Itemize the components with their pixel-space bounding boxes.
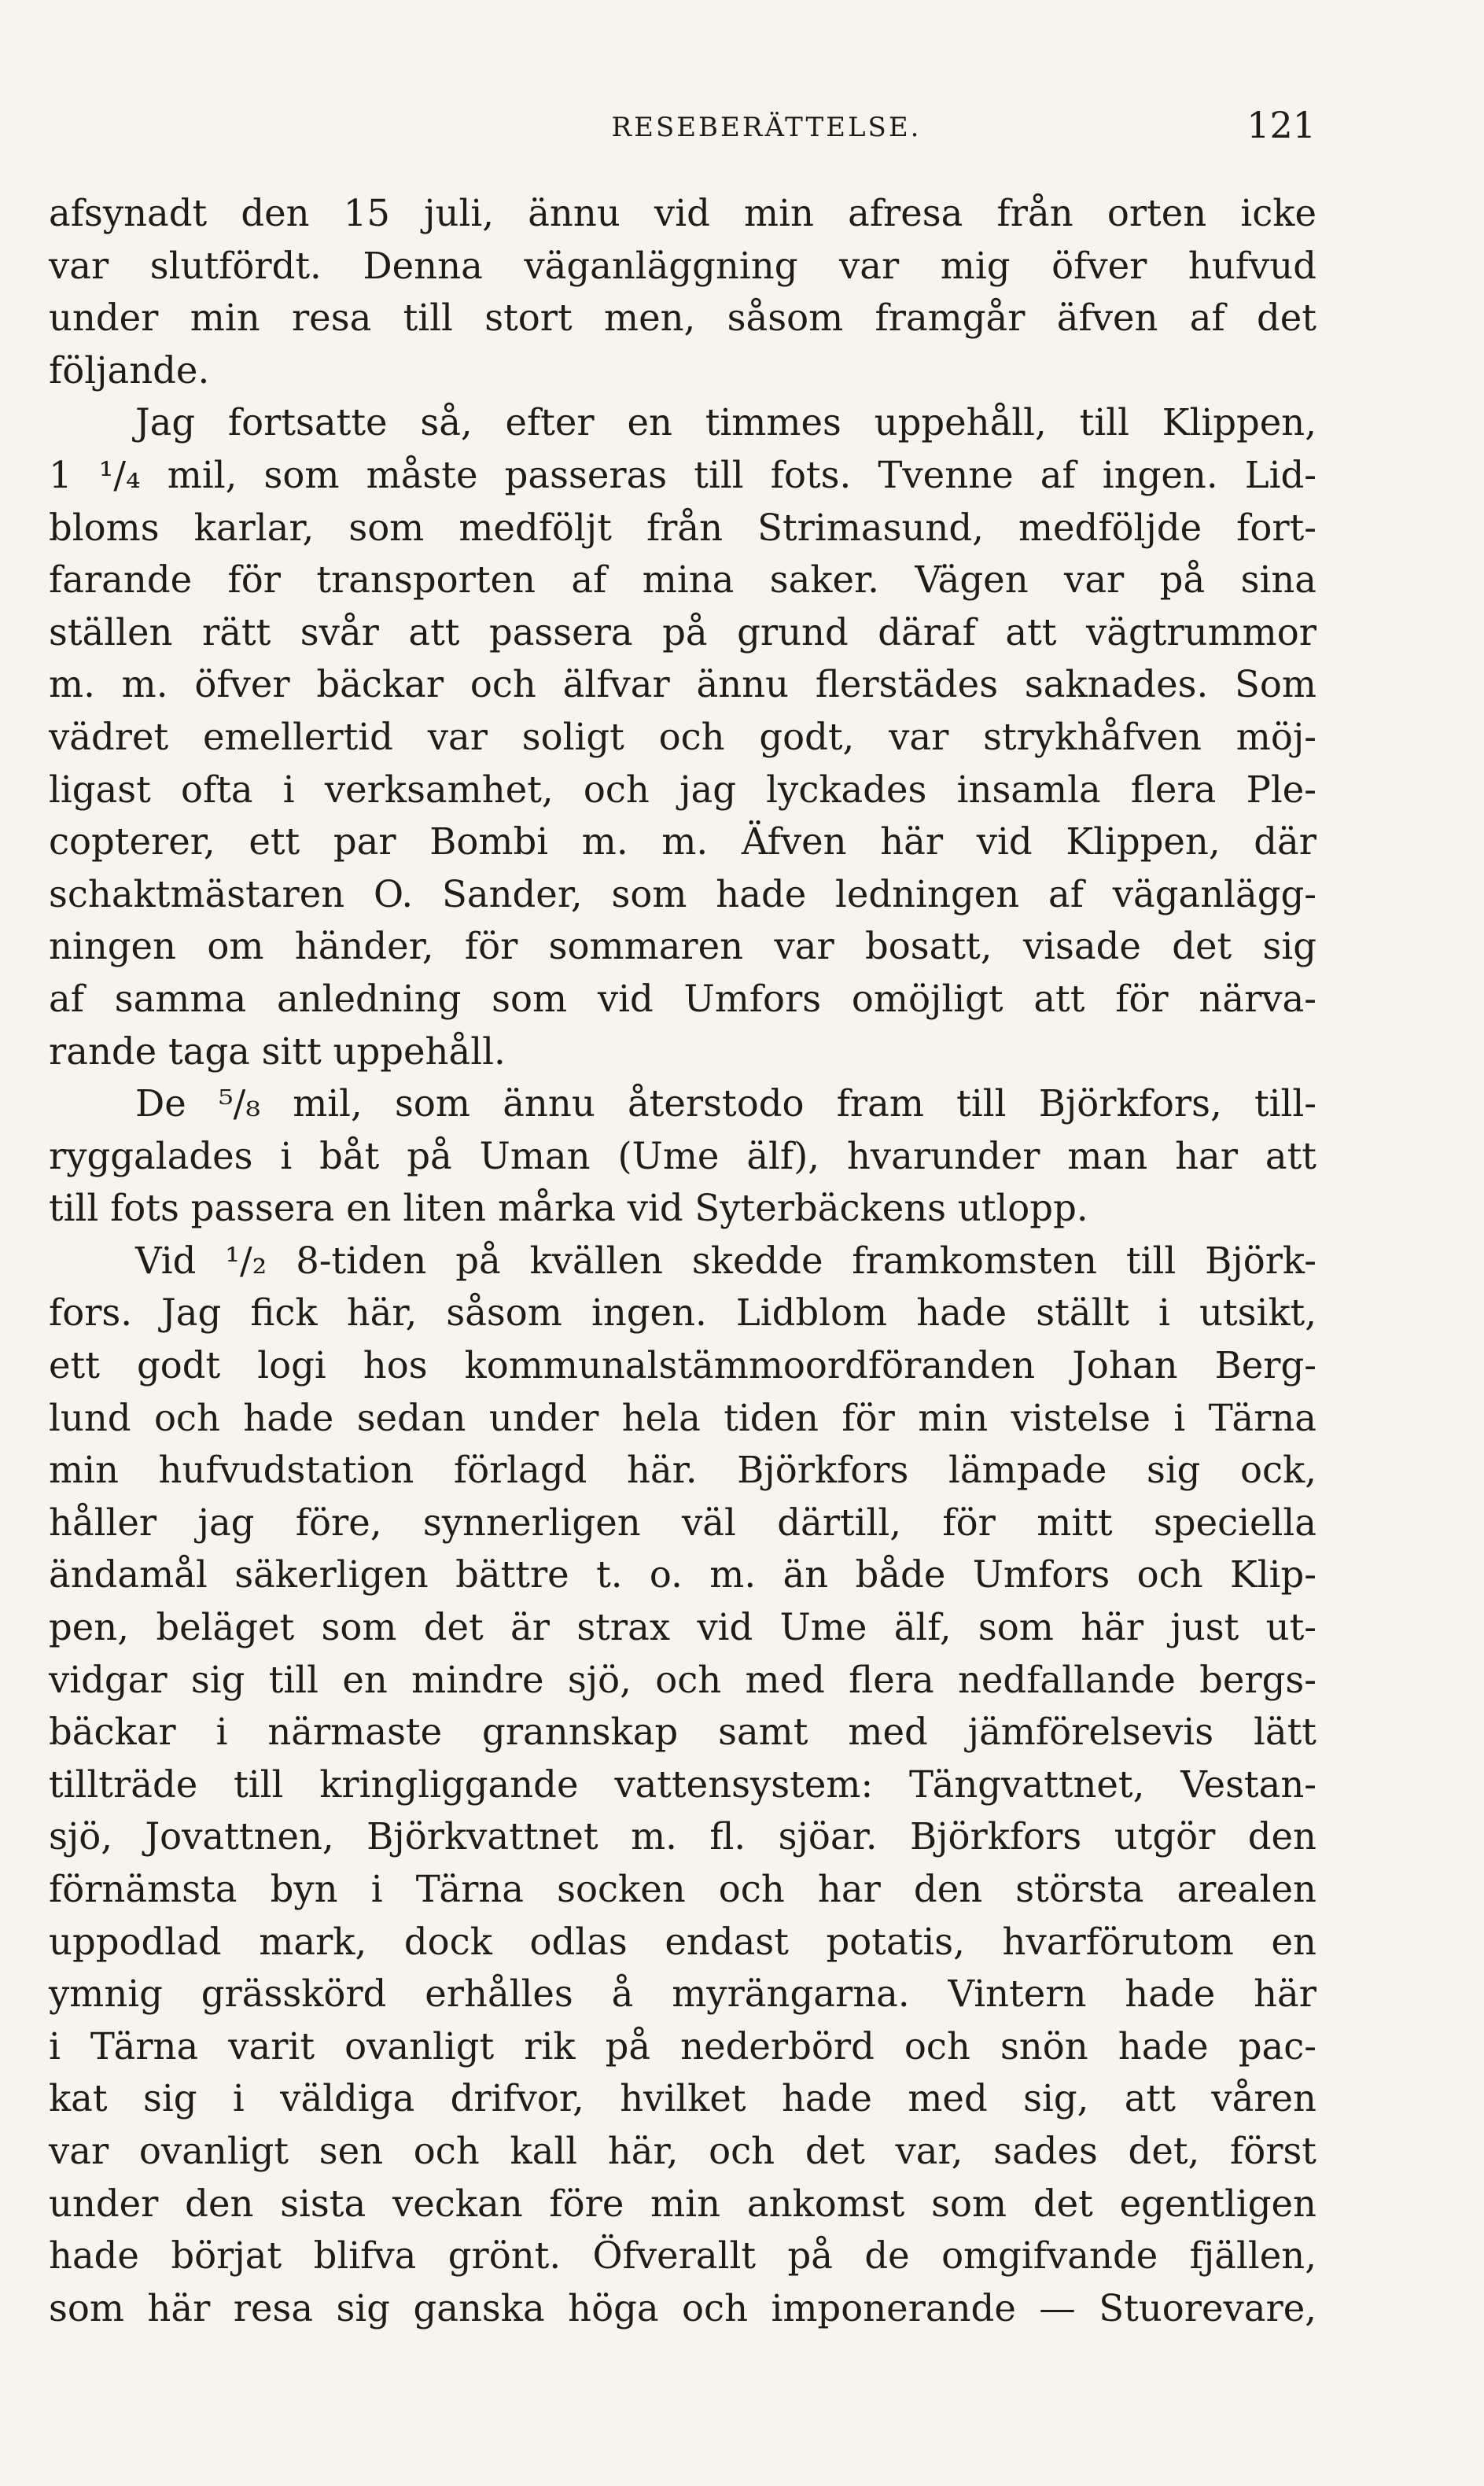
- text-line: som här resa sig ganska höga och imponerande — Stuorevare,: [49, 2286, 1316, 2329]
- text-line: min hufvudstation förlagd här. Björkfors lämpade sig ock,: [49, 1449, 1316, 1492]
- text-line: under den sista veckan före min ankomst som det egentligen: [49, 2182, 1316, 2225]
- text-line: hade börjat blifva grönt. Öfverallt på de omgifvande fjällen,: [49, 2234, 1316, 2278]
- text-line: farande för transporten af mina saker. Vägen var på sina: [49, 558, 1316, 602]
- text-line: i Tärna varit ovanligt rik på nederbörd och snön hade pac-: [49, 2024, 1316, 2068]
- text-line: ryggalades i båt på Uman (Ume älf), hvarunder man har att: [49, 1134, 1316, 1177]
- text-line: lund och hade sedan under hela tiden för min vistelse i Tärna: [49, 1396, 1316, 1439]
- text-line: afsynadt den 15 juli, ännu vid min afresa från orten icke: [49, 192, 1316, 234]
- text-line: m. m. öfver bäckar och älfvar ännu flerstädes saknades. Som: [49, 663, 1316, 706]
- text-line: ligast ofta i verksamhet, och jag lyckades insamla flera Ple-: [49, 768, 1316, 811]
- text-line: ställen rätt svår att passera på grund däraf att vägtrummor: [49, 610, 1316, 654]
- text-line: under min resa till stort men, såsom framgår äfven af det: [49, 296, 1316, 340]
- text-line: ymnig grässkörd erhålles å myrängarna. Vintern hade här: [49, 1972, 1316, 2016]
- page-header: [49, 104, 1484, 151]
- running-title: RESEBERÄTTELSE.: [611, 112, 922, 143]
- text-line: ningen om händer, för sommaren var bosatt, visade det sig: [49, 925, 1316, 968]
- text-line: pen, beläget som det är strax vid Ume älf, som här just ut-: [49, 1606, 1316, 1649]
- text-line: rande taga sitt uppehåll.: [49, 1029, 506, 1073]
- text-line: bäckar i närmaste grannskap samt med jämförelsevis lätt: [49, 1711, 1316, 1754]
- text-line: kat sig i väldiga drifvor, hvilket hade med sig, att våren: [49, 2077, 1316, 2120]
- text-line: följande.: [49, 348, 210, 392]
- text-line: De ⁵/₈ mil, som ännu återstodo fram till Björkfors, till-: [135, 1082, 1316, 1125]
- text-line: förnämsta byn i Tärna socken och har den största arealen: [49, 1868, 1316, 1910]
- text-line: var ovanligt sen och kall här, och det var, sades det, först: [49, 2129, 1316, 2172]
- text-line: ändamål säkerligen bättre t. o. m. än både Umfors och Klip-: [49, 1553, 1316, 1597]
- text-line: Vid ¹/₂ 8-tiden på kvällen skedde framkomsten till Björk-: [135, 1239, 1316, 1282]
- text-line: sjö, Jovattnen, Björkvattnet m. fl. sjöar. Björkfors utgör den: [49, 1815, 1316, 1858]
- text-line: fors. Jag fick här, såsom ingen. Lidblom hade ställt i utsikt,: [49, 1291, 1316, 1335]
- text-line: uppodlad mark, dock odlas endast potatis, hvarförutom en: [49, 1920, 1316, 1963]
- text-line: vidgar sig till en mindre sjö, och med flera nedfallande bergs-: [49, 1658, 1316, 1701]
- text-line: ett godt logi hos kommunalstämmoordföranden Johan Berg-: [49, 1344, 1316, 1387]
- text-line: af samma anledning som vid Umfors omöjligt att för närva-: [49, 977, 1316, 1020]
- text-line: tillträde till kringliggande vattensystem: Tängvattnet, Vestan-: [49, 1762, 1316, 1806]
- page-number: 121: [1246, 104, 1316, 146]
- text-line: bloms karlar, som medföljt från Strimasund, medföljde fort-: [49, 506, 1316, 549]
- text-line: copterer, ett par Bombi m. m. Äfven här vid Klippen, där: [49, 820, 1316, 864]
- text-line: 1 ¹/₄ mil, som måste passeras till fots. Tvenne af ingen. Lid-: [49, 453, 1316, 496]
- body-text: [49, 187, 1316, 2334]
- text-line: var slutfördt. Denna väganläggning var mig öfver hufvud: [49, 244, 1316, 287]
- text-line: schaktmästaren O. Sander, som hade ledningen af väganlägg-: [49, 872, 1316, 915]
- text-line: håller jag före, synnerligen väl därtill, för mitt speciella: [49, 1501, 1316, 1544]
- text-line: Jag fortsatte så, efter en timmes uppehåll, till Klippen,: [135, 401, 1316, 444]
- text-line: vädret emellertid var soligt och godt, var strykhåfven möj-: [49, 715, 1316, 758]
- text-line: till fots passera en liten mårka vid Syterbäckens utlopp.: [49, 1187, 1088, 1230]
